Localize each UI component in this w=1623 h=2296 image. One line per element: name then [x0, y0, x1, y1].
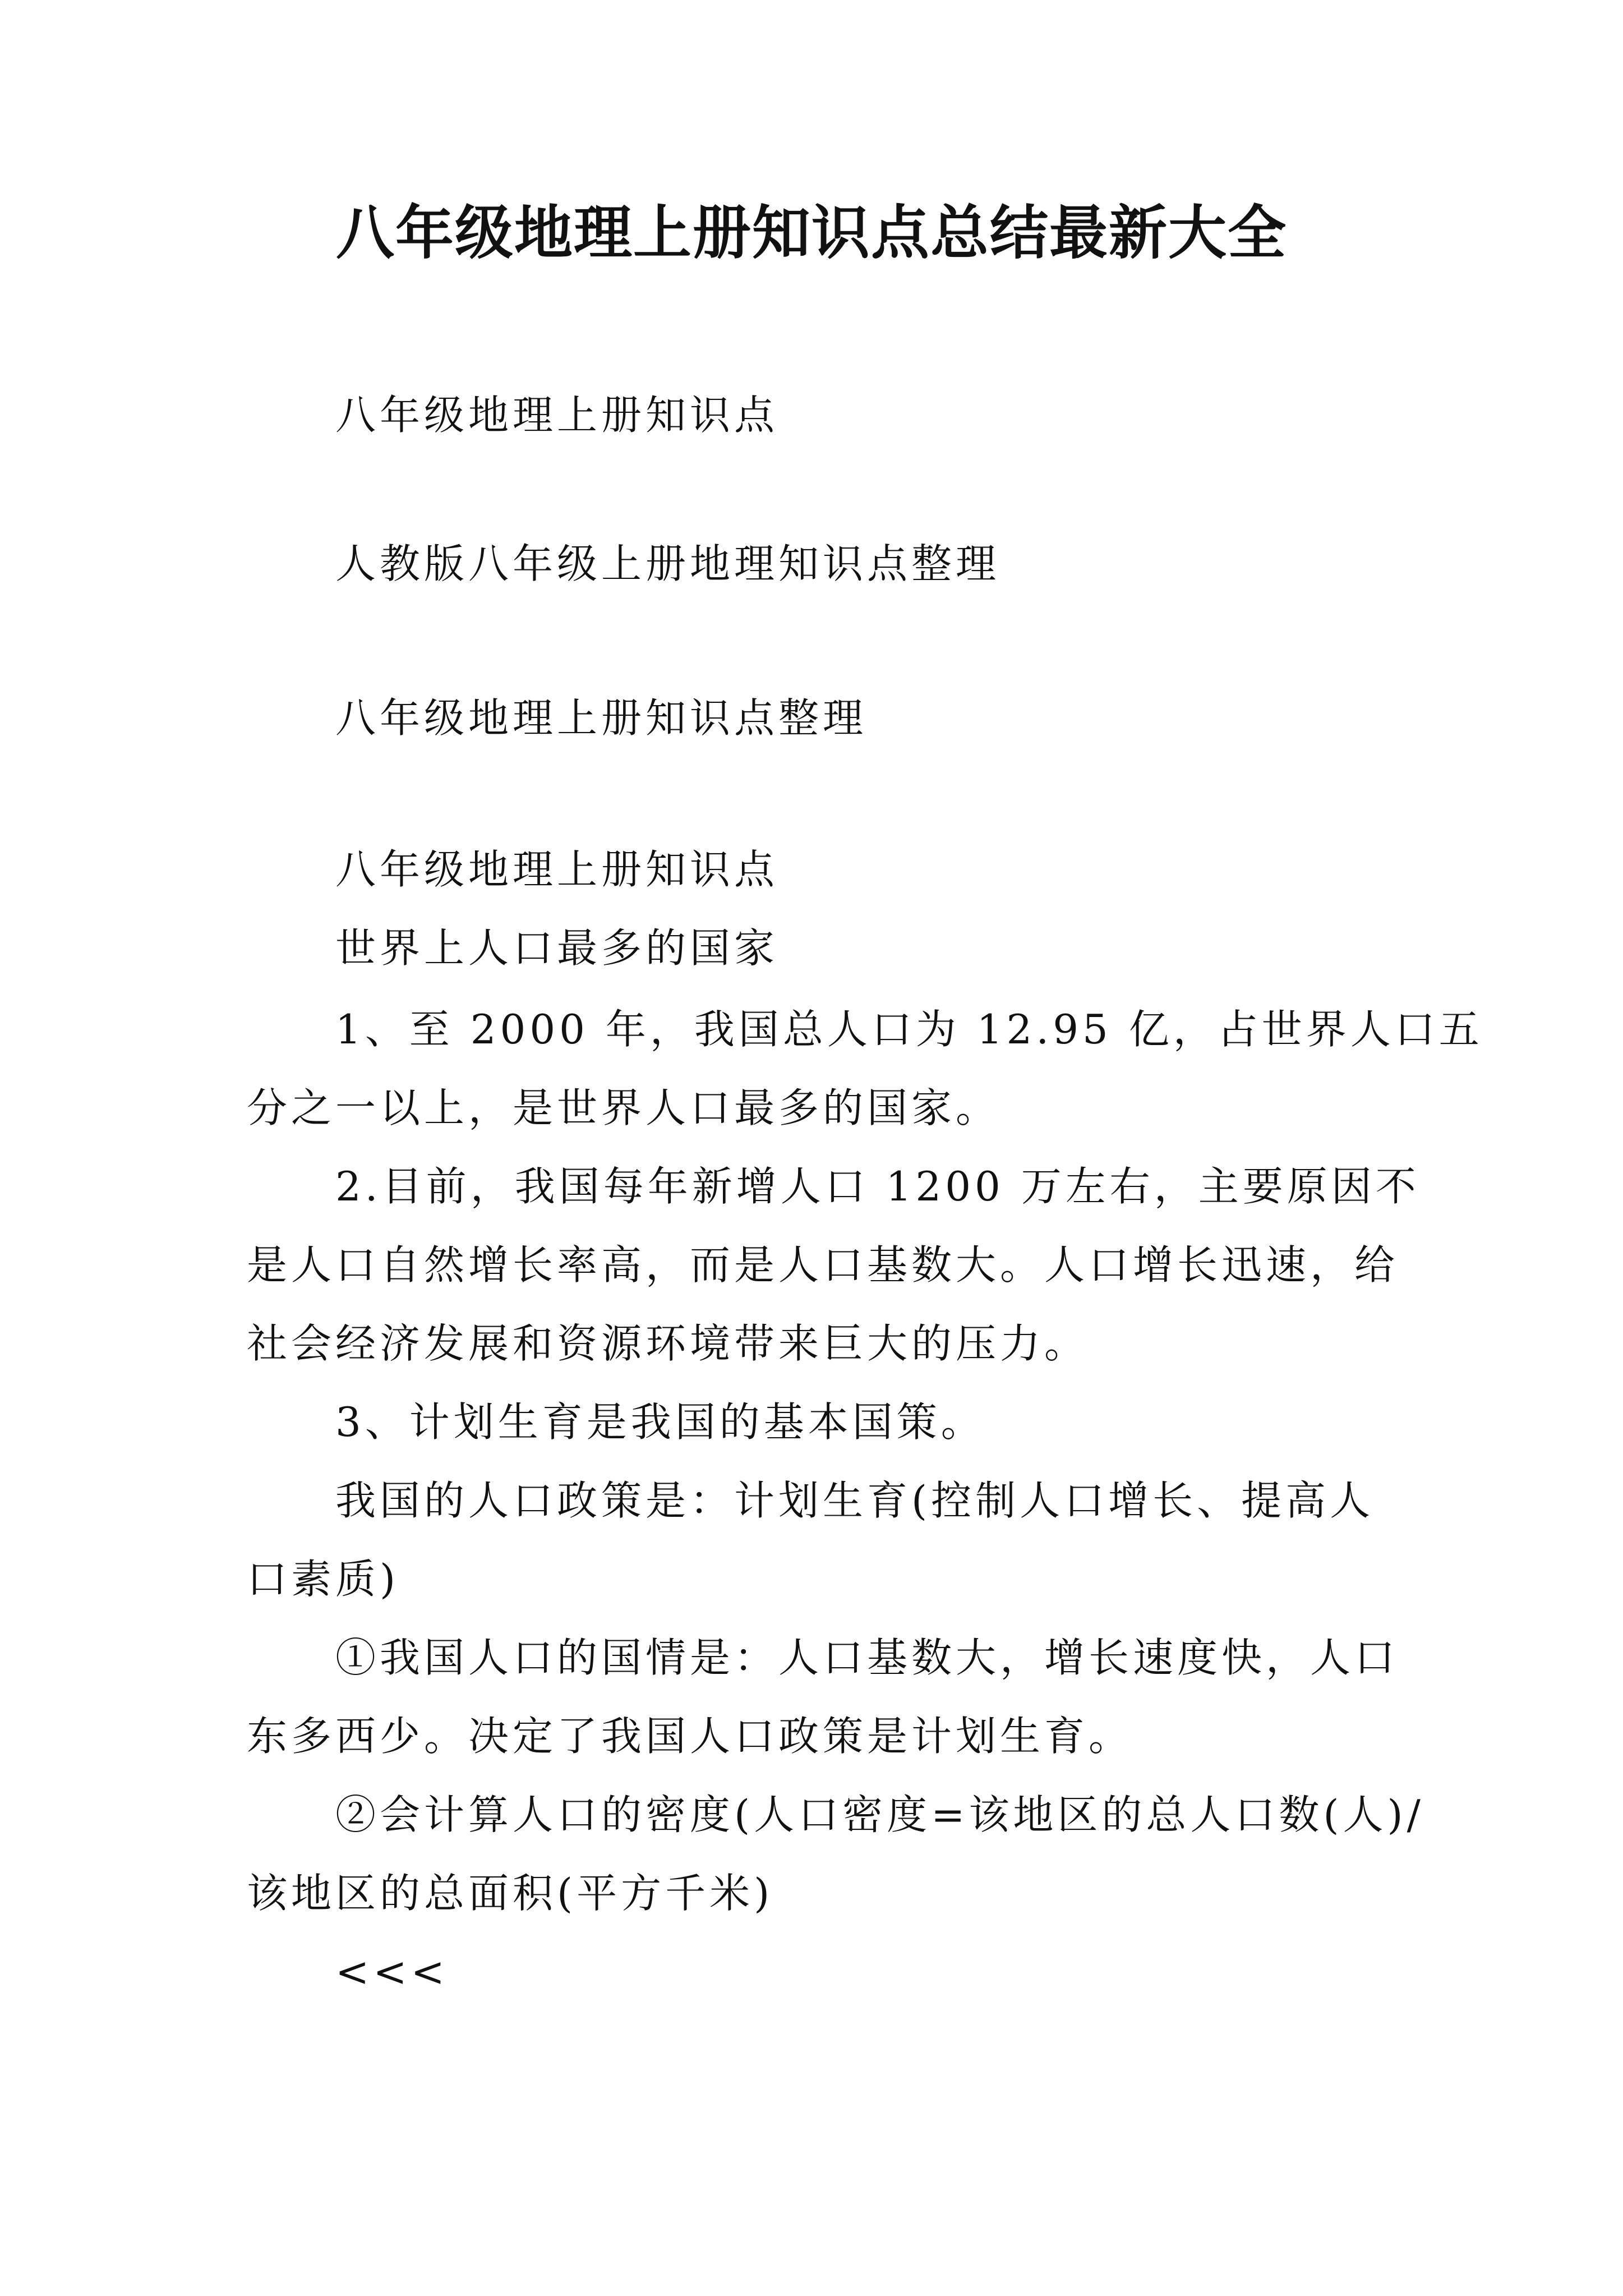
paragraph-line: 我国的人口政策是：计划生育(控制人口增长、提高人	[335, 1477, 1375, 1524]
paragraph-line: 东多西少。决定了我国人口政策是计划生育。	[247, 1713, 1133, 1760]
trailing-marker: <<<	[335, 1948, 449, 1995]
heading-knowledge-points-repeat: 八年级地理上册知识点	[335, 846, 779, 893]
paragraph-line: 该地区的总面积(平方千米)	[247, 1870, 774, 1917]
heading-knowledge-points: 八年级地理上册知识点	[335, 392, 779, 439]
paragraph-line: ②会计算人口的密度(人口密度=该地区的总人口数(人)/	[335, 1791, 1424, 1838]
paragraph-line: 口素质)	[247, 1556, 400, 1603]
section-title: 世界上人口最多的国家	[335, 924, 779, 972]
paragraph-line: 分之一以上，是世界人口最多的国家。	[247, 1084, 1000, 1131]
paragraph-line: 社会经济发展和资源环境带来巨大的压力。	[247, 1320, 1089, 1367]
paragraph-line: 3、计划生育是我国的基本国策。	[335, 1398, 985, 1446]
document-title: 八年级地理上册知识点总结最新大全	[335, 198, 1287, 267]
paragraph-line: 1、至 2000 年，我国总人口为 12.95 亿，占世界人口五	[335, 1006, 1483, 1053]
heading-pep-edition: 人教版八年级上册地理知识点整理	[335, 540, 1000, 587]
paragraph-line: ①我国人口的国情是：人口基数大，增长速度快，人口	[335, 1634, 1399, 1681]
paragraph-line: 是人口自然增长率高，而是人口基数大。人口增长迅速，给	[247, 1241, 1399, 1289]
paragraph-line: 2.目前，我国每年新增人口 1200 万左右，主要原因不	[335, 1163, 1420, 1210]
heading-knowledge-summary: 八年级地理上册知识点整理	[335, 694, 868, 742]
